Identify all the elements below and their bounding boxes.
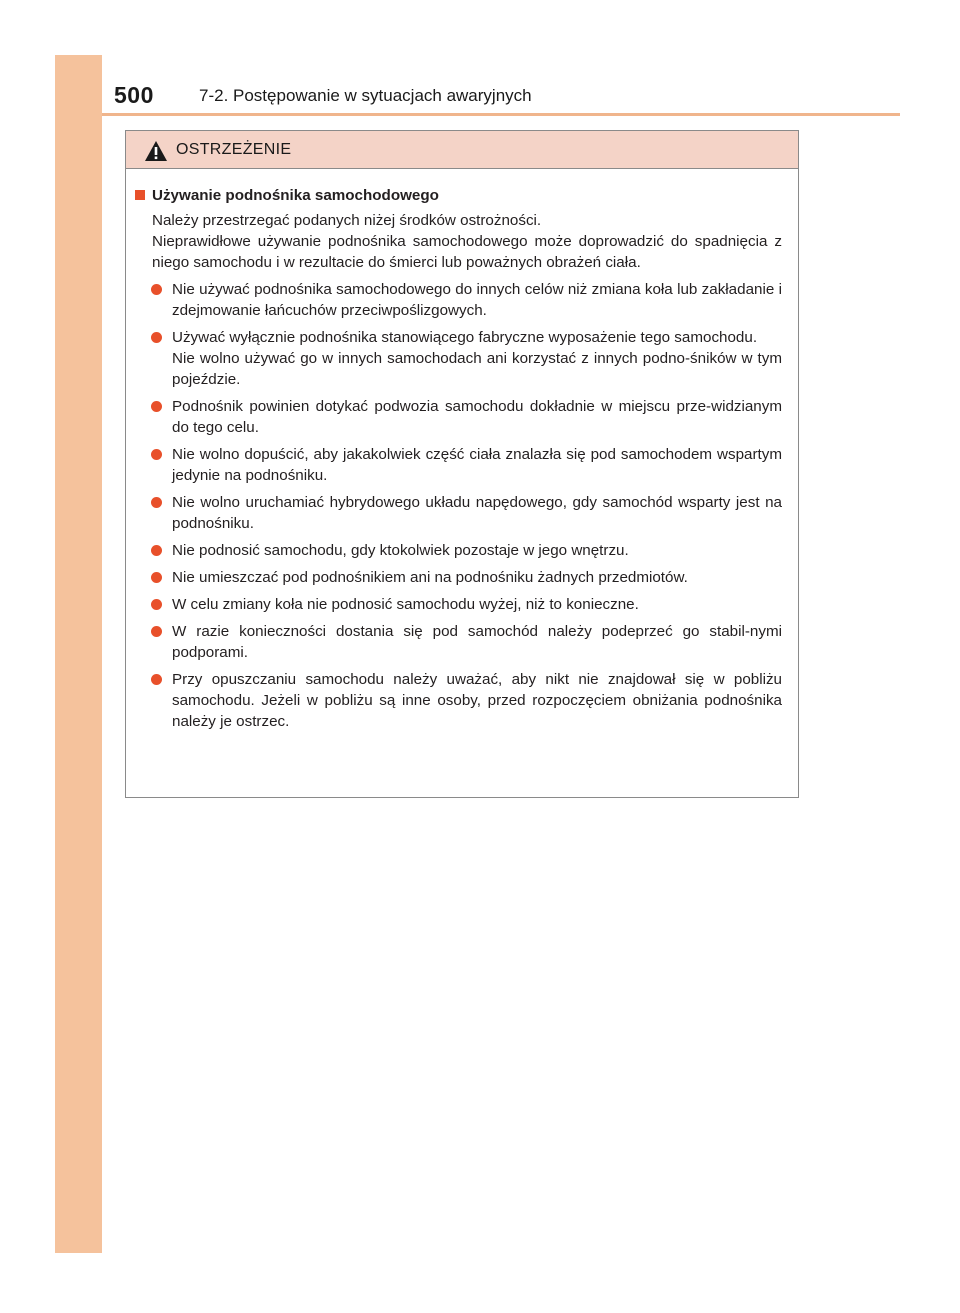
subsection-title [134,185,782,206]
list-item-text: Nie używać podnośnika samochodowego do innych celów niż zmiana koła lub zakładanie i zdejmowanie łańcuchów przeciwpoślizgowych. [172,281,782,319]
list-item [134,540,782,561]
chapter-side-strip [55,55,102,1253]
list-item-text: Nie umieszczać pod podnośnikiem ani na podnośniku żadnych przedmiotów. [172,569,688,586]
list-item [134,567,782,588]
list-item-text: Przy opuszczaniu samochodu należy uważać, aby nikt nie znajdował się w pobliżu samochodu. Jeżeli w pobliżu są inne osoby, przed rozpoczęciem obniżania podnośnika należy je ostrzec. [172,671,782,730]
list-item-text: Nie podnosić samochodu, gdy ktokolwiek pozostaje w jego wnętrzu. [172,542,629,559]
intro-line: Nieprawidłowe używanie podnośnika samochodowego może doprowadzić do spadnięcia z niego samochodu i w rezultacie do śmierci lub poważnych obrażeń ciała. [152,233,782,271]
list-item [134,669,782,732]
bullet-dot-icon [151,497,162,508]
bullet-dot-icon [151,626,162,637]
intro-paragraph [134,210,782,273]
bullet-dot-icon [151,545,162,556]
header-rule [102,113,900,116]
bullet-dot-icon [151,449,162,460]
list-item [134,444,782,486]
list-item [134,492,782,534]
bullet-dot-icon [151,332,162,343]
list-item-text: Podnośnik powinien dotykać podwozia samochodu dokładnie w miejscu prze-widzianym do tego celu. [172,398,782,436]
warning-body [126,169,798,732]
list-item [134,396,782,438]
list-item [134,594,782,615]
warning-header [126,131,798,169]
intro-line: Należy przestrzegać podanych niżej środków ostrożności. [152,212,542,229]
list-item-text: Nie wolno dopuścić, aby jakakolwiek część ciała znalazła się pod samochodem wspartym jedynie na podnośniku. [172,446,782,484]
list-item-text: Nie wolno uruchamiać hybrydowego układu napędowego, gdy samochód wsparty jest na podnośniku. [172,494,782,532]
subsection-title-text: Używanie podnośnika samochodowego [152,187,439,204]
warning-triangle-icon [144,140,168,162]
list-item-text: W razie konieczności dostania się pod samochód należy podeprzeć go stabil-nymi podporami. [172,623,782,661]
bullet-dot-icon [151,599,162,610]
warning-title: OSTRZEŻENIE [176,141,292,158]
list-item-text: W celu zmiany koła nie podnosić samochodu wyżej, niż to konieczne. [172,596,639,613]
section-title: 7-2. Postępowanie w sytuacjach awaryjnych [199,86,532,105]
warning-box [125,130,799,798]
page-number: 500 [114,82,154,108]
list-item-text: Używać wyłącznie podnośnika stanowiącego fabryczne wyposażenie tego samochodu. [172,329,758,346]
list-item [134,279,782,321]
square-bullet-icon [135,190,145,200]
bullet-dot-icon [151,401,162,412]
bullet-dot-icon [151,572,162,583]
bullet-dot-icon [151,284,162,295]
list-item-text: Nie wolno używać go w innych samochodach ani korzystać z innych podno-śników w tym pojeździe. [172,350,782,388]
bullet-dot-icon [151,674,162,685]
page-header [110,82,900,112]
list-item [134,327,782,390]
list-item [134,621,782,663]
